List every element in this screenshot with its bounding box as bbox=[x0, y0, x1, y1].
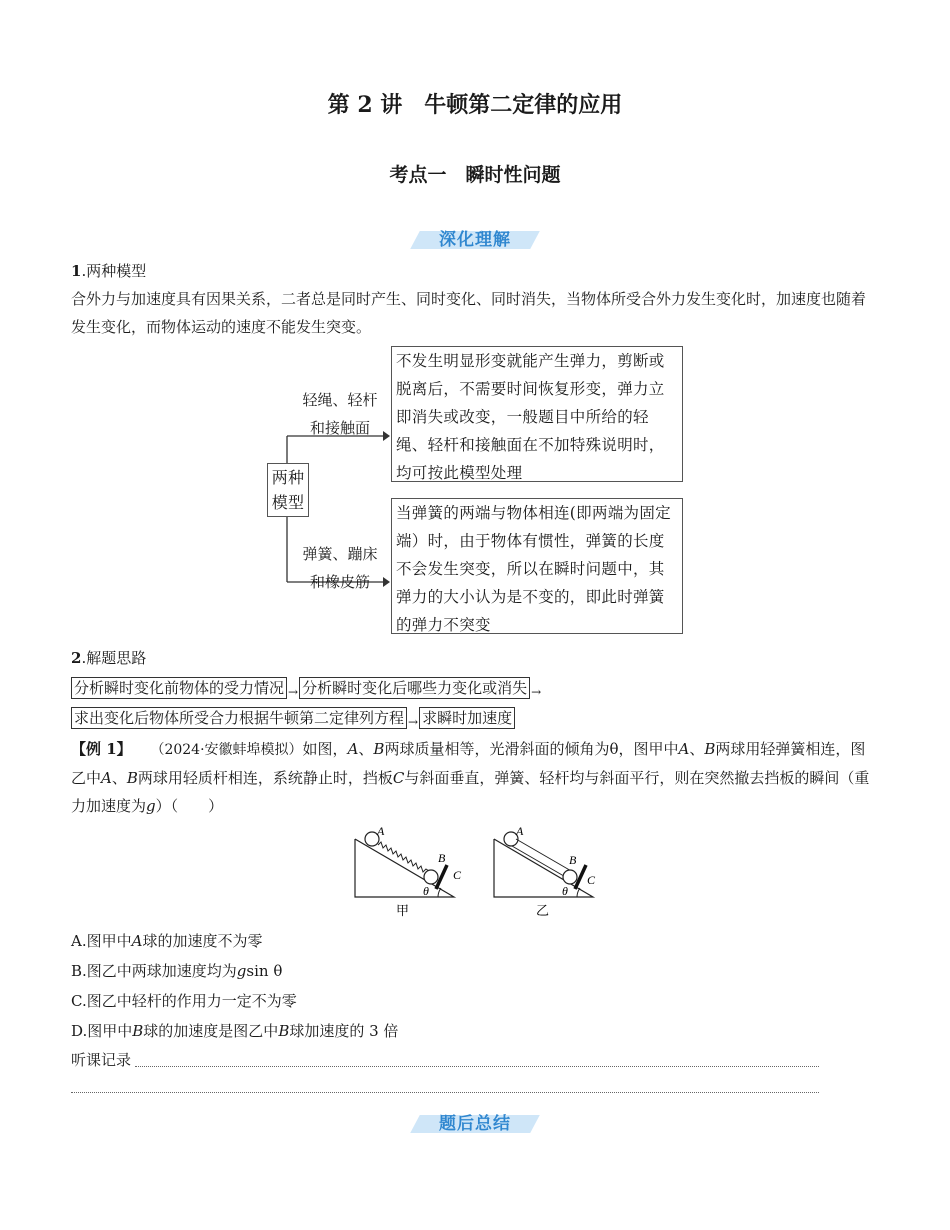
heading-text: .解题思路 bbox=[81, 649, 147, 667]
arrow-icon: → bbox=[531, 685, 542, 699]
option-b[interactable]: B.图乙中两球加速度均为gsin θ bbox=[71, 962, 283, 980]
stem-text: 如图， bbox=[302, 740, 348, 758]
step-3: 求出变化后物体所受合力根据牛顿第二定律列方程 bbox=[71, 707, 407, 729]
figure-jia bbox=[355, 825, 462, 919]
var-g: g bbox=[236, 962, 247, 980]
stem-text: 两球用轻弹簧相连，图乙中 bbox=[71, 740, 866, 787]
label-c: C bbox=[587, 873, 596, 887]
models-heading bbox=[71, 260, 146, 281]
example-stem: 【例 1】 （2024·安徽蚌埠模拟）如图，A、B两球质量相等，光滑斜面的倾角为θ，图甲中A、B两球用轻弹簧相连，图乙中A、B两球用轻质杆相连，系统静止时，挡板C与斜面垂直，弹簧、轻杆均与斜面平行，则在突然撤去挡板的瞬间（重力加速度为g）（ ） bbox=[71, 740, 870, 815]
branch2-description: 当弹簧的两端与物体相连(即两端为固定端）时，由于物体有惯性，弹簧的长度不会发生突变，所以在瞬时问题中，其弹力的大小认为是不变的，即此时弹簧的弹力不突变 bbox=[391, 498, 683, 634]
branch2-line-2: 和橡皮筋 bbox=[309, 573, 370, 591]
deepen-understanding-banner bbox=[415, 227, 535, 253]
label-c: C bbox=[453, 868, 462, 882]
incline-figures bbox=[350, 825, 610, 920]
post-question-summary-banner bbox=[415, 1111, 535, 1137]
step-1: 分析瞬时变化前物体的受力情况 bbox=[71, 677, 287, 699]
branch1-line-1: 轻绳、轻杆 bbox=[302, 391, 378, 409]
label-a: A bbox=[377, 825, 385, 838]
branch1-label bbox=[293, 386, 387, 442]
var-g: g bbox=[146, 797, 156, 815]
branch1-line-2: 和接触面 bbox=[309, 419, 370, 437]
heading-number: 2 bbox=[71, 649, 82, 667]
example-source: （2024·安徽蚌埠模拟） bbox=[150, 742, 303, 758]
approach-flow-row1 bbox=[71, 677, 542, 699]
step-2: 分析瞬时变化后哪些力变化或消失 bbox=[299, 677, 530, 699]
heading-number: 1 bbox=[71, 262, 82, 280]
center-line-2: 模型 bbox=[271, 493, 305, 512]
var-c: C bbox=[392, 769, 405, 787]
var-b: B bbox=[126, 769, 138, 787]
var-b: B bbox=[132, 1022, 144, 1040]
page-title: 第 2 讲 牛顿第二定律的应用 bbox=[327, 92, 623, 118]
label-a: A bbox=[516, 825, 524, 838]
figure-yi bbox=[494, 825, 596, 919]
arrow-icon: → bbox=[408, 715, 419, 729]
option-c[interactable]: C.图乙中轻杆的作用力一定不为零 bbox=[71, 992, 297, 1010]
step-4: 求瞬时加速度 bbox=[419, 707, 515, 729]
arrow-icon: → bbox=[288, 685, 299, 699]
stem-text: 两球质量相等，光滑斜面的倾角为θ，图甲中 bbox=[384, 740, 679, 758]
stem-text: 与斜面垂直，弹簧、轻杆均与斜面平行，则在突然撤去挡板的瞬间（重力加速度为 bbox=[71, 769, 870, 815]
notes-line-2[interactable] bbox=[71, 1092, 819, 1093]
heading-text: .两种模型 bbox=[81, 262, 147, 280]
two-models-diagram bbox=[265, 346, 690, 638]
stem-text: 两球用轻质杆相连，系统静止时，挡板 bbox=[137, 769, 393, 787]
caption-yi: 乙 bbox=[536, 904, 550, 919]
notes-label: 听课记录 bbox=[71, 1051, 132, 1069]
label-b: B bbox=[438, 851, 446, 865]
section-title: 考点一 瞬时性问题 bbox=[389, 164, 561, 186]
notes-line-1[interactable] bbox=[135, 1066, 819, 1067]
banner-label: 题后总结 bbox=[439, 1114, 511, 1134]
label-b: B bbox=[569, 853, 577, 867]
option-a[interactable]: A.图甲中A球的加速度不为零 bbox=[71, 932, 263, 950]
var-b: B bbox=[704, 740, 716, 758]
branch1-description: 不发生明显形变就能产生弹力，剪断或脱离后，不需要时间恢复形变，弹力立即消失或改变，一般题目中所给的轻绳、轻杆和接触面在不加特殊说明时，均可按此模型处理 bbox=[391, 346, 683, 482]
center-node bbox=[267, 463, 309, 517]
approach-heading bbox=[71, 647, 146, 668]
var-a: A bbox=[678, 740, 690, 758]
label-theta: θ bbox=[562, 884, 568, 898]
var-a: A bbox=[101, 769, 112, 787]
var-b: B bbox=[278, 1022, 290, 1040]
banner-label: 深化理解 bbox=[439, 230, 511, 250]
center-line-1: 两种 bbox=[271, 468, 305, 487]
approach-flow-row2 bbox=[71, 707, 515, 729]
models-intro: 合外力与加速度具有因果关系，二者总是同时产生、同时变化、同时消失，当物体所受合外力发生变化时，加速度也随着发生变化，而物体运动的速度不能发生突变。 bbox=[71, 290, 867, 336]
stem-text: ）（ ） bbox=[155, 797, 224, 815]
example-label: 【例 1】 bbox=[71, 740, 132, 758]
label-theta: θ bbox=[423, 884, 429, 898]
var-a: A bbox=[347, 740, 359, 758]
option-d[interactable]: D.图甲中B球的加速度是图乙中B球加速度的 3 倍 bbox=[71, 1022, 399, 1040]
caption-jia: 甲 bbox=[396, 904, 410, 919]
branch2-line-1: 弹簧、蹦床 bbox=[302, 545, 378, 563]
branch2-label bbox=[293, 540, 387, 596]
var-a: A bbox=[131, 932, 143, 950]
var-b: B bbox=[373, 740, 385, 758]
